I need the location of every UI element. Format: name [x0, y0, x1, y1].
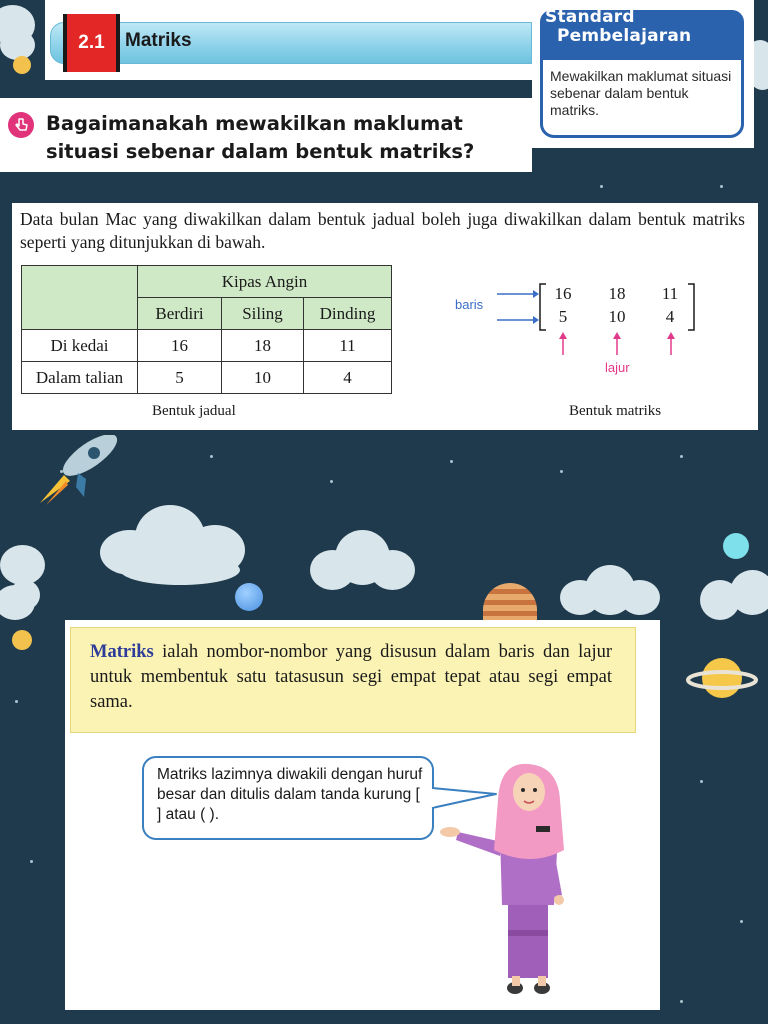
- matrix-caption: Bentuk matriks: [569, 403, 662, 419]
- table-row: [22, 362, 392, 394]
- data-table: [21, 265, 392, 394]
- column-label: lajur: [605, 360, 630, 375]
- table-row-label: Dalam talian: [22, 362, 138, 394]
- star-decoration: [680, 1000, 683, 1003]
- matrix-entry: 4: [665, 307, 675, 326]
- standard-title: [545, 8, 691, 46]
- matrix-entry: 5: [558, 307, 568, 326]
- planet-decoration: [12, 630, 32, 650]
- table-column-header: Siling: [222, 298, 304, 330]
- star-decoration: [30, 860, 33, 863]
- star-decoration: [720, 185, 723, 188]
- row-arrows: [495, 283, 540, 328]
- star-decoration: [600, 185, 603, 188]
- table-row: [22, 330, 392, 362]
- star-decoration: [330, 480, 333, 483]
- saturn-icon: [686, 652, 758, 704]
- standard-text: Mewakilkan maklumat situasi sebenar dalam bentuk matriks.: [550, 68, 732, 118]
- teacher-illustration: [440, 760, 570, 1002]
- star-decoration: [700, 780, 703, 783]
- star-decoration: [560, 470, 563, 473]
- table-row-label: Di kedai: [22, 330, 138, 362]
- planet-decoration: [13, 56, 31, 74]
- table-cell: 11: [304, 330, 392, 362]
- table-group-header: Kipas Angin: [138, 266, 392, 298]
- matrix-entry: 10: [608, 307, 626, 326]
- table-caption: Bentuk jadual: [152, 403, 236, 419]
- star-decoration: [15, 700, 18, 703]
- star-decoration: [740, 920, 743, 923]
- standard-title-line2: Pembelajaran: [557, 26, 692, 46]
- definition-body: ialah nombor-nombor yang disusun dalam baris dan lajur untuk membentuk satu tatasusun segi empat tepat atau segi empat sama.: [90, 642, 612, 712]
- table-corner-cell: [22, 266, 138, 330]
- definition-text: [90, 640, 612, 715]
- question-text: Bagaimanakah mewakilkan maklumat situasi sebenar dalam bentuk matriks?: [46, 112, 475, 163]
- matrix-entry: 11: [661, 284, 679, 303]
- planet-decoration: [235, 583, 263, 611]
- speech-text: Matriks lazimnya diwakili dengan huruf besar dan ditulis dalam tanda kurung [ ] atau ( ).: [157, 766, 423, 823]
- header-bar: [50, 22, 532, 64]
- section-number-badge: 2.1: [63, 14, 120, 72]
- row-label: baris: [455, 297, 484, 312]
- column-arrows: [555, 332, 680, 356]
- standard-title-line1: Standard: [545, 7, 635, 27]
- matrix-entry: 18: [608, 284, 626, 303]
- table-column-header: Dinding: [304, 298, 392, 330]
- intro-text: Data bulan Mac yang diwakilkan dalam bentuk jadual boleh juga diwakilkan dalam bentuk matriks seperti yang ditunjukkan di bawah.: [20, 209, 745, 252]
- star-decoration: [210, 455, 213, 458]
- section-title: Matriks: [125, 30, 192, 51]
- table-column-header: Berdiri: [138, 298, 222, 330]
- matrix-entry: 16: [554, 284, 572, 303]
- definition-keyword: Matriks: [90, 642, 154, 662]
- star-decoration: [680, 455, 683, 458]
- planet-decoration: [483, 583, 537, 623]
- star-decoration: [450, 460, 453, 463]
- table-cell: 18: [222, 330, 304, 362]
- rocket-icon: [38, 435, 118, 515]
- planet-decoration: [723, 533, 749, 559]
- table-cell: 10: [222, 362, 304, 394]
- hand-pointer-icon: [8, 112, 34, 138]
- table-cell: 16: [138, 330, 222, 362]
- table-cell: 4: [304, 362, 392, 394]
- table-cell: 5: [138, 362, 222, 394]
